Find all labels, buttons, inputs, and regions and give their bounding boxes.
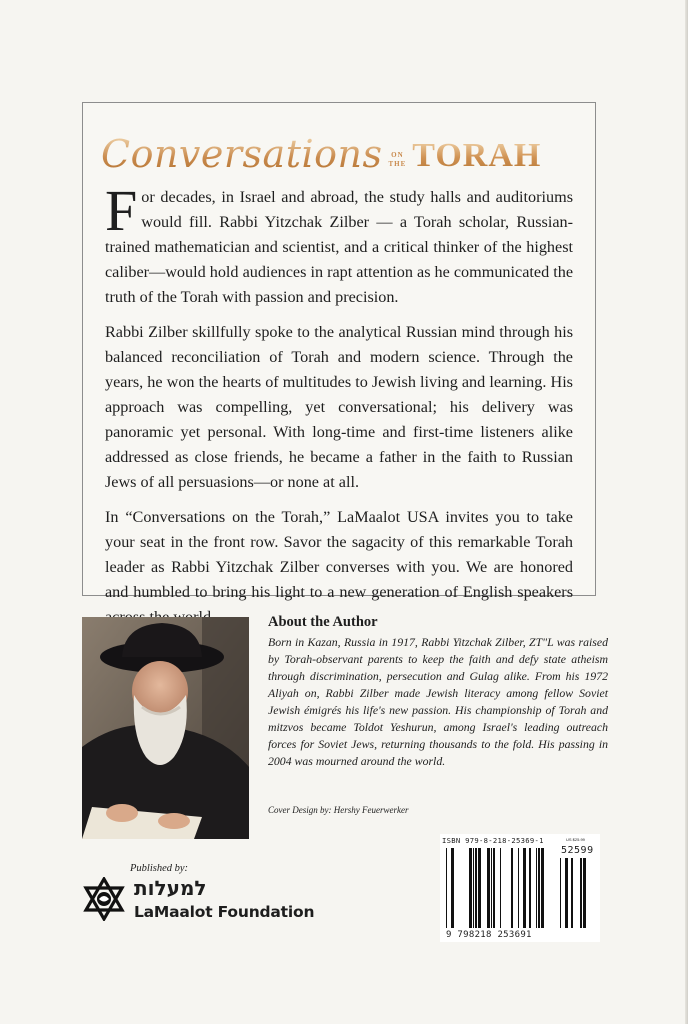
barcode-bar xyxy=(580,858,582,928)
barcode-bar xyxy=(529,848,531,928)
barcode-bar xyxy=(446,848,447,928)
barcode-bar xyxy=(541,848,544,928)
blurb-box xyxy=(82,102,596,601)
about-author-heading: About the Author xyxy=(268,614,378,630)
barcode-number: 9 798218 253691 xyxy=(446,930,532,940)
blurb-paragraph-1 xyxy=(105,178,573,310)
barcode-bar xyxy=(565,858,568,928)
publisher-hebrew-name: למעלות xyxy=(134,876,207,900)
isbn-barcode xyxy=(440,834,600,942)
barcode-bars xyxy=(440,834,600,942)
blurb-paragraph-2: Rabbi Zilber skillfully spoke to the analytical Russian mind through his balanced reconciliation of Torah and modern science. Through the years, he won the hearts of multitudes to Jewish living and learning. His approach was compelling, yet conversational; his delivery was panoramic yet personal. With long-time and first-time listeners alike addressed as close friends, he became a father in the faith to Russian Jews of all persuasions—or none at all. xyxy=(105,323,573,491)
price-code: US $25.99 xyxy=(566,837,585,842)
cover-design-credit: Cover Design by: Hershy Feuerwerker xyxy=(268,805,409,815)
blurb-text xyxy=(105,178,573,640)
publisher-name: LaMaalot Foundation xyxy=(134,903,315,921)
barcode-bar xyxy=(478,848,481,928)
title-torah: TORAH xyxy=(412,137,542,174)
barcode-bar xyxy=(538,848,540,928)
blurb-paragraph-3: In “Conversations on the Torah,” LaMaalot USA invites you to take your seat in the front row. Savor the sagacity of this remarkable Torah leader as Rabbi Yitzchak Zilber converses with you. We are honored and humbled to bring his light to a new generation of English speakers xyxy=(105,508,573,601)
title-connector xyxy=(388,151,406,169)
barcode-bar xyxy=(536,848,537,928)
barcode-bar xyxy=(518,848,519,928)
star-of-david-logo-icon xyxy=(82,877,126,921)
barcode-bar xyxy=(500,848,501,928)
book-title xyxy=(101,113,581,176)
barcode-bar xyxy=(469,848,472,928)
barcode-bar xyxy=(451,848,454,928)
barcode-bar xyxy=(493,848,495,928)
title-script: Conversations xyxy=(101,132,383,176)
barcode-bar xyxy=(523,848,526,928)
title-on: ON xyxy=(391,151,404,159)
barcode-bar xyxy=(560,858,561,928)
blurb-p1-text: or decades, in Israel and abroad, the study halls and auditoriums would fill. Rabbi Yitzchak Zilber — a Torah scholar, Russian-trained mathematician and scientist, and a critical thinker of the highest caliber—would hold audiences in rapt attention as he communicated the truth of the Torah with passion and precision. xyxy=(105,188,573,306)
barcode-bar xyxy=(487,848,490,928)
about-author-text: Born in Kazan, Russia in 1917, Rabbi Yitzchak Zilber, ZT"L was raised by Torah-observant parents to keep the faith and defy state atheism through discrimination, persecution and Gulag alike. From his 1972 Aliyah on, Rabbi Zilber made Jewish literacy among fellow Soviet Jewish émigrés his life's new passion. His championship of Torah and mitzvos became Toldot Yeshurun, among Israel's leading outreach forces for Soviet Jews, returning thousands to the fold. His passing in 2004 was mourned around the world. xyxy=(268,635,608,768)
barcode-bar xyxy=(473,848,474,928)
barcode-bar xyxy=(475,848,477,928)
title-the: THE xyxy=(388,160,407,168)
barcode-bar xyxy=(511,848,513,928)
barcode-bar xyxy=(491,848,492,928)
barcode-bar xyxy=(583,858,586,928)
drop-cap: F xyxy=(105,178,138,243)
author-portrait-image xyxy=(82,617,249,839)
isbn-label: ISBN 979-8-218-25369-1 xyxy=(442,836,544,845)
author-photo xyxy=(82,617,249,839)
published-by-label: Published by: xyxy=(130,863,189,874)
addon-code: 52599 xyxy=(561,845,594,856)
barcode-bar xyxy=(571,858,573,928)
